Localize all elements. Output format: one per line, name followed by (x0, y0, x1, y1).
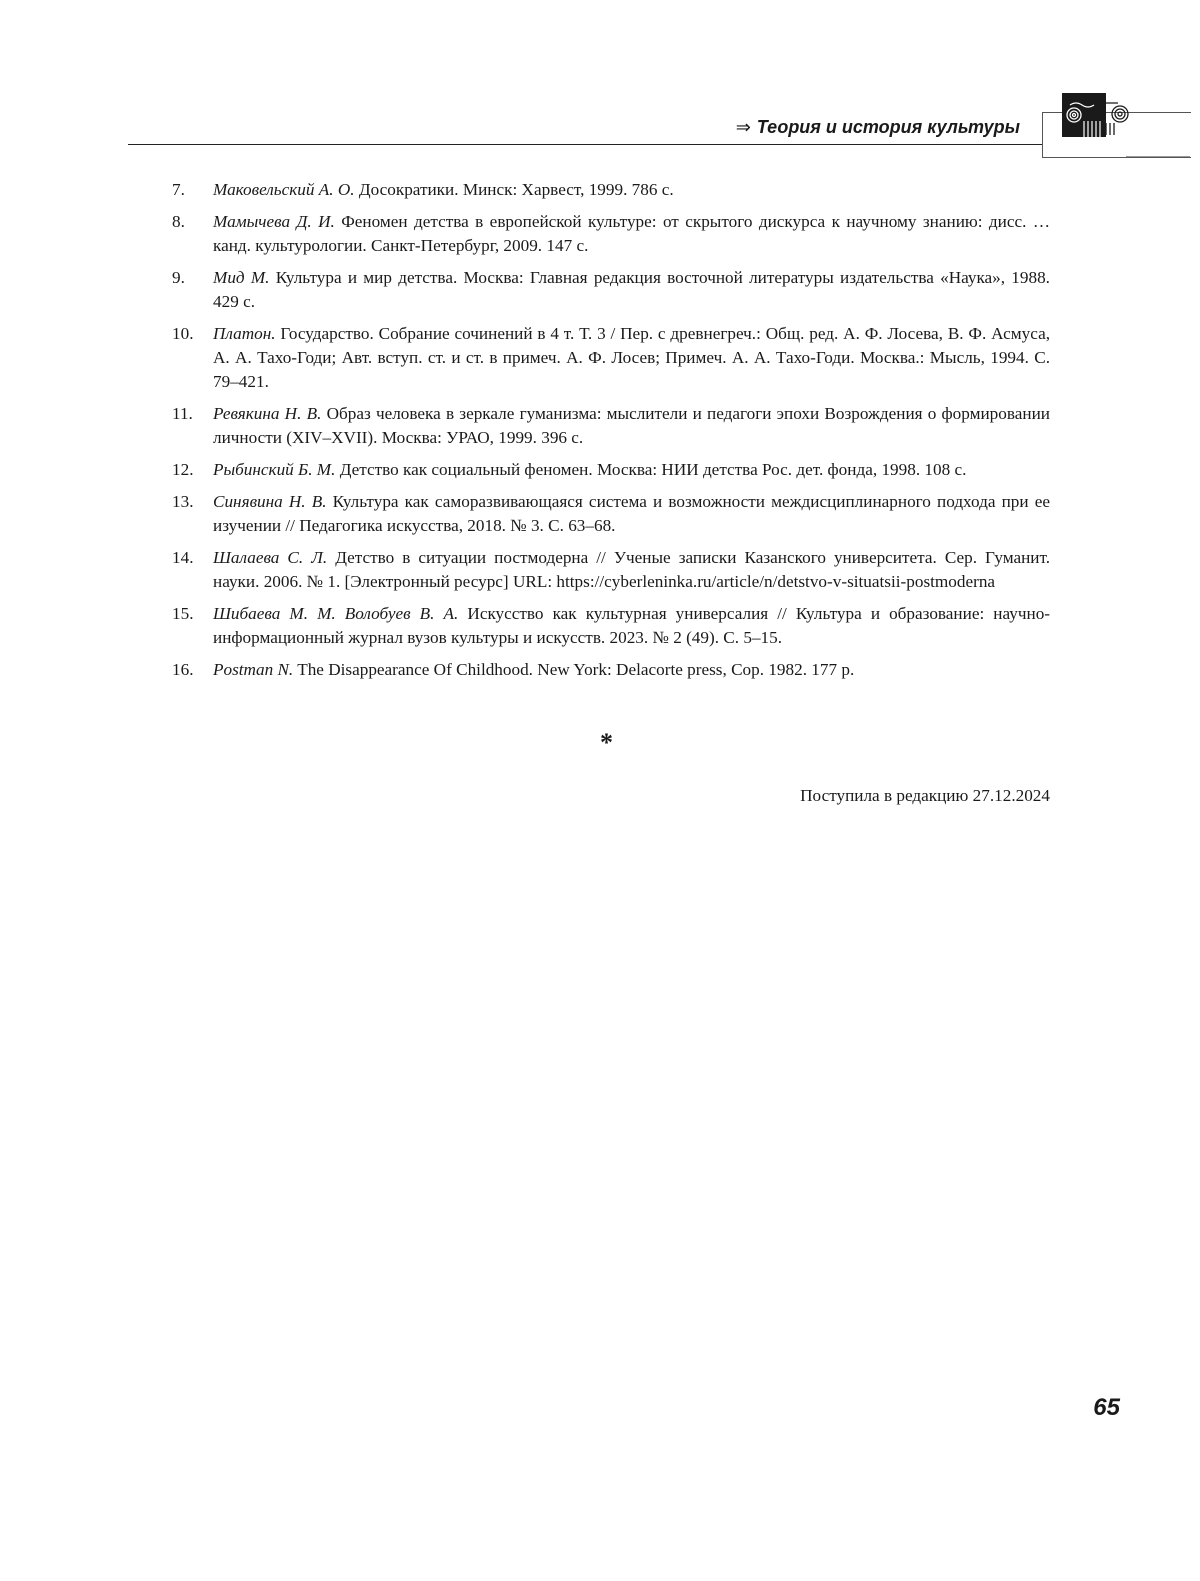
reference-author: Шалаева С. Л. (213, 548, 328, 567)
reference-list (172, 178, 1050, 690)
reference-text: Культура как саморазвивающаяся система и возможности междисциплинарного подхода при ее изучении // Педагогика искусства, 2018. № 3. С. 63–68. (213, 492, 1050, 535)
reference-item: 14. Шалаева С. Л. Детство в ситуации постмодерна // Ученые записки Казанского университета. Сер. Гуманит. науки. 2006. № 1. [Электронный ресурс] URL: https://cyberleninka.ru/article/n/detstvo-v-situatsii-postmoderna (172, 548, 1050, 591)
reference-text: The Disappearance Of Childhood. New York: Delacorte press, Cop. 1982. 177 p. (293, 660, 855, 679)
reference-author: Шибаева М. М. Волобуев В. А. (213, 604, 459, 623)
arrow-icon: ⇒ (735, 117, 751, 137)
reference-item: 13. Синявина Н. В. Культура как саморазвивающаяся система и возможности междисциплинарного подхода при ее изучении // Педагогика искусства, 2018. № 3. С. 63–68. (172, 492, 1050, 535)
reference-text: Культура и мир детства. Москва: Главная редакция восточной литературы издательства «Наука», 1988. 429 с. (213, 268, 1050, 311)
received-date: Поступила в редакцию 27.12.2024 (800, 786, 1050, 805)
reference-author: Мамычева Д. И. (213, 212, 335, 231)
reference-item: 11. Ревякина Н. В. Образ человека в зеркале гуманизма: мыслители и педагоги эпохи Возрождения о формировании личности (XIV–XVII). Москва: УРАО, 1999. 396 с. (172, 404, 1050, 447)
reference-item: 10. Платон. Государство. Собрание сочинений в 4 т. Т. 3 / Пер. с древнегреч.: Общ. ред. А. Ф. Лосева, В. Ф. Асмуса, А. А. Тахо-Годи; Авт. вступ. ст. и ст. в примеч. А. Ф. Лосев; Примеч. А. А. Тахо-Годи. Москва.: Мысль, 1994. С. 79–421. (172, 324, 1050, 391)
reference-author: Рыбинский Б. М. (213, 460, 336, 479)
running-header (720, 117, 1020, 138)
reference-text: Детство в ситуации постмодерна // Ученые записки Казанского университета. Сер. Гуманит. науки. 2006. № 1. [Электронный ресурс] URL: https://cyberleninka.ru/article/n/detstvo-v-situatsii-postmoderna (213, 548, 1050, 591)
reference-author: Синявина Н. В. (213, 492, 327, 511)
reference-author: Мид М. (213, 268, 270, 287)
section-title: Теория и история культуры (756, 117, 1020, 137)
reference-item: 12. Рыбинский Б. М. Детство как социальный феномен. Москва: НИИ детства Рос. дет. фонда, 1998. 108 с. (172, 460, 967, 479)
reference-text: Искусство как культурная универсалия // Культура и образование: научно-информационный журнал вузов культуры и искусств. 2023. № 2 (49). С. 5–15. (213, 604, 1051, 647)
reference-text: Детство как социальный феномен. Москва: НИИ детства Рос. дет. фонда, 1998. 108 с. (335, 460, 967, 479)
reference-author: Платон. (213, 324, 276, 343)
section-separator: * (600, 728, 613, 757)
reference-text: Образ человека в зеркале гуманизма: мыслители и педагоги эпохи Возрождения о формировании личности (XIV–XVII). Москва: УРАО, 1999. 396 с. (213, 404, 1050, 447)
ionic-capital-logo-icon (1062, 93, 1132, 137)
reference-item: 8. Мамычева Д. И. Феномен детства в европейской культуре: от скрытого дискурса к научному знанию: дисс. … канд. культурологии. Санкт-Петербург, 2009. 147 с. (172, 212, 1051, 255)
reference-author: Ревякина Н. В. (213, 404, 322, 423)
reference-author: Postman N. (213, 660, 294, 679)
reference-text: Досократики. Минск: Харвест, 1999. 786 с. (354, 180, 674, 199)
reference-item: 7. Маковельский А. О. Досократики. Минск: Харвест, 1999. 786 с. (172, 180, 674, 199)
header-rule (128, 144, 1042, 145)
reference-author: Маковельский А. О. (213, 180, 355, 199)
reference-text: Государство. Собрание сочинений в 4 т. Т. 3 / Пер. с древнегреч.: Общ. ред. А. Ф. Лосева, В. Ф. Асмуса, А. А. Тахо-Годи; Авт. вступ. ст. и ст. в примеч. А. Ф. Лосев; Примеч. А. А. Тахо-Годи. Москва.: Мысль, 1994. С. 79–421. (213, 324, 1050, 391)
reference-item: 16. Postman N. The Disappearance Of Childhood. New York: Delacorte press, Cop. 1982. 177 p. (172, 660, 855, 679)
reference-item: 9. Мид М. Культура и мир детства. Москва: Главная редакция восточной литературы издательства «Наука», 1988. 429 с. (172, 268, 1050, 311)
reference-text: Феномен детства в европейской культуре: от скрытого дискурса к научному знанию: дисс. … канд. культурологии. Санкт-Петербург, 2009. 147 с. (213, 212, 1051, 255)
reference-item: 15. Шибаева М. М. Волобуев В. А. Искусство как культурная универсалия // Культура и образование: научно-информационный журнал вузов культуры и искусств. 2023. № 2 (49). С. 5–15. (172, 604, 1051, 647)
page-number: 65 (1093, 1394, 1120, 1421)
